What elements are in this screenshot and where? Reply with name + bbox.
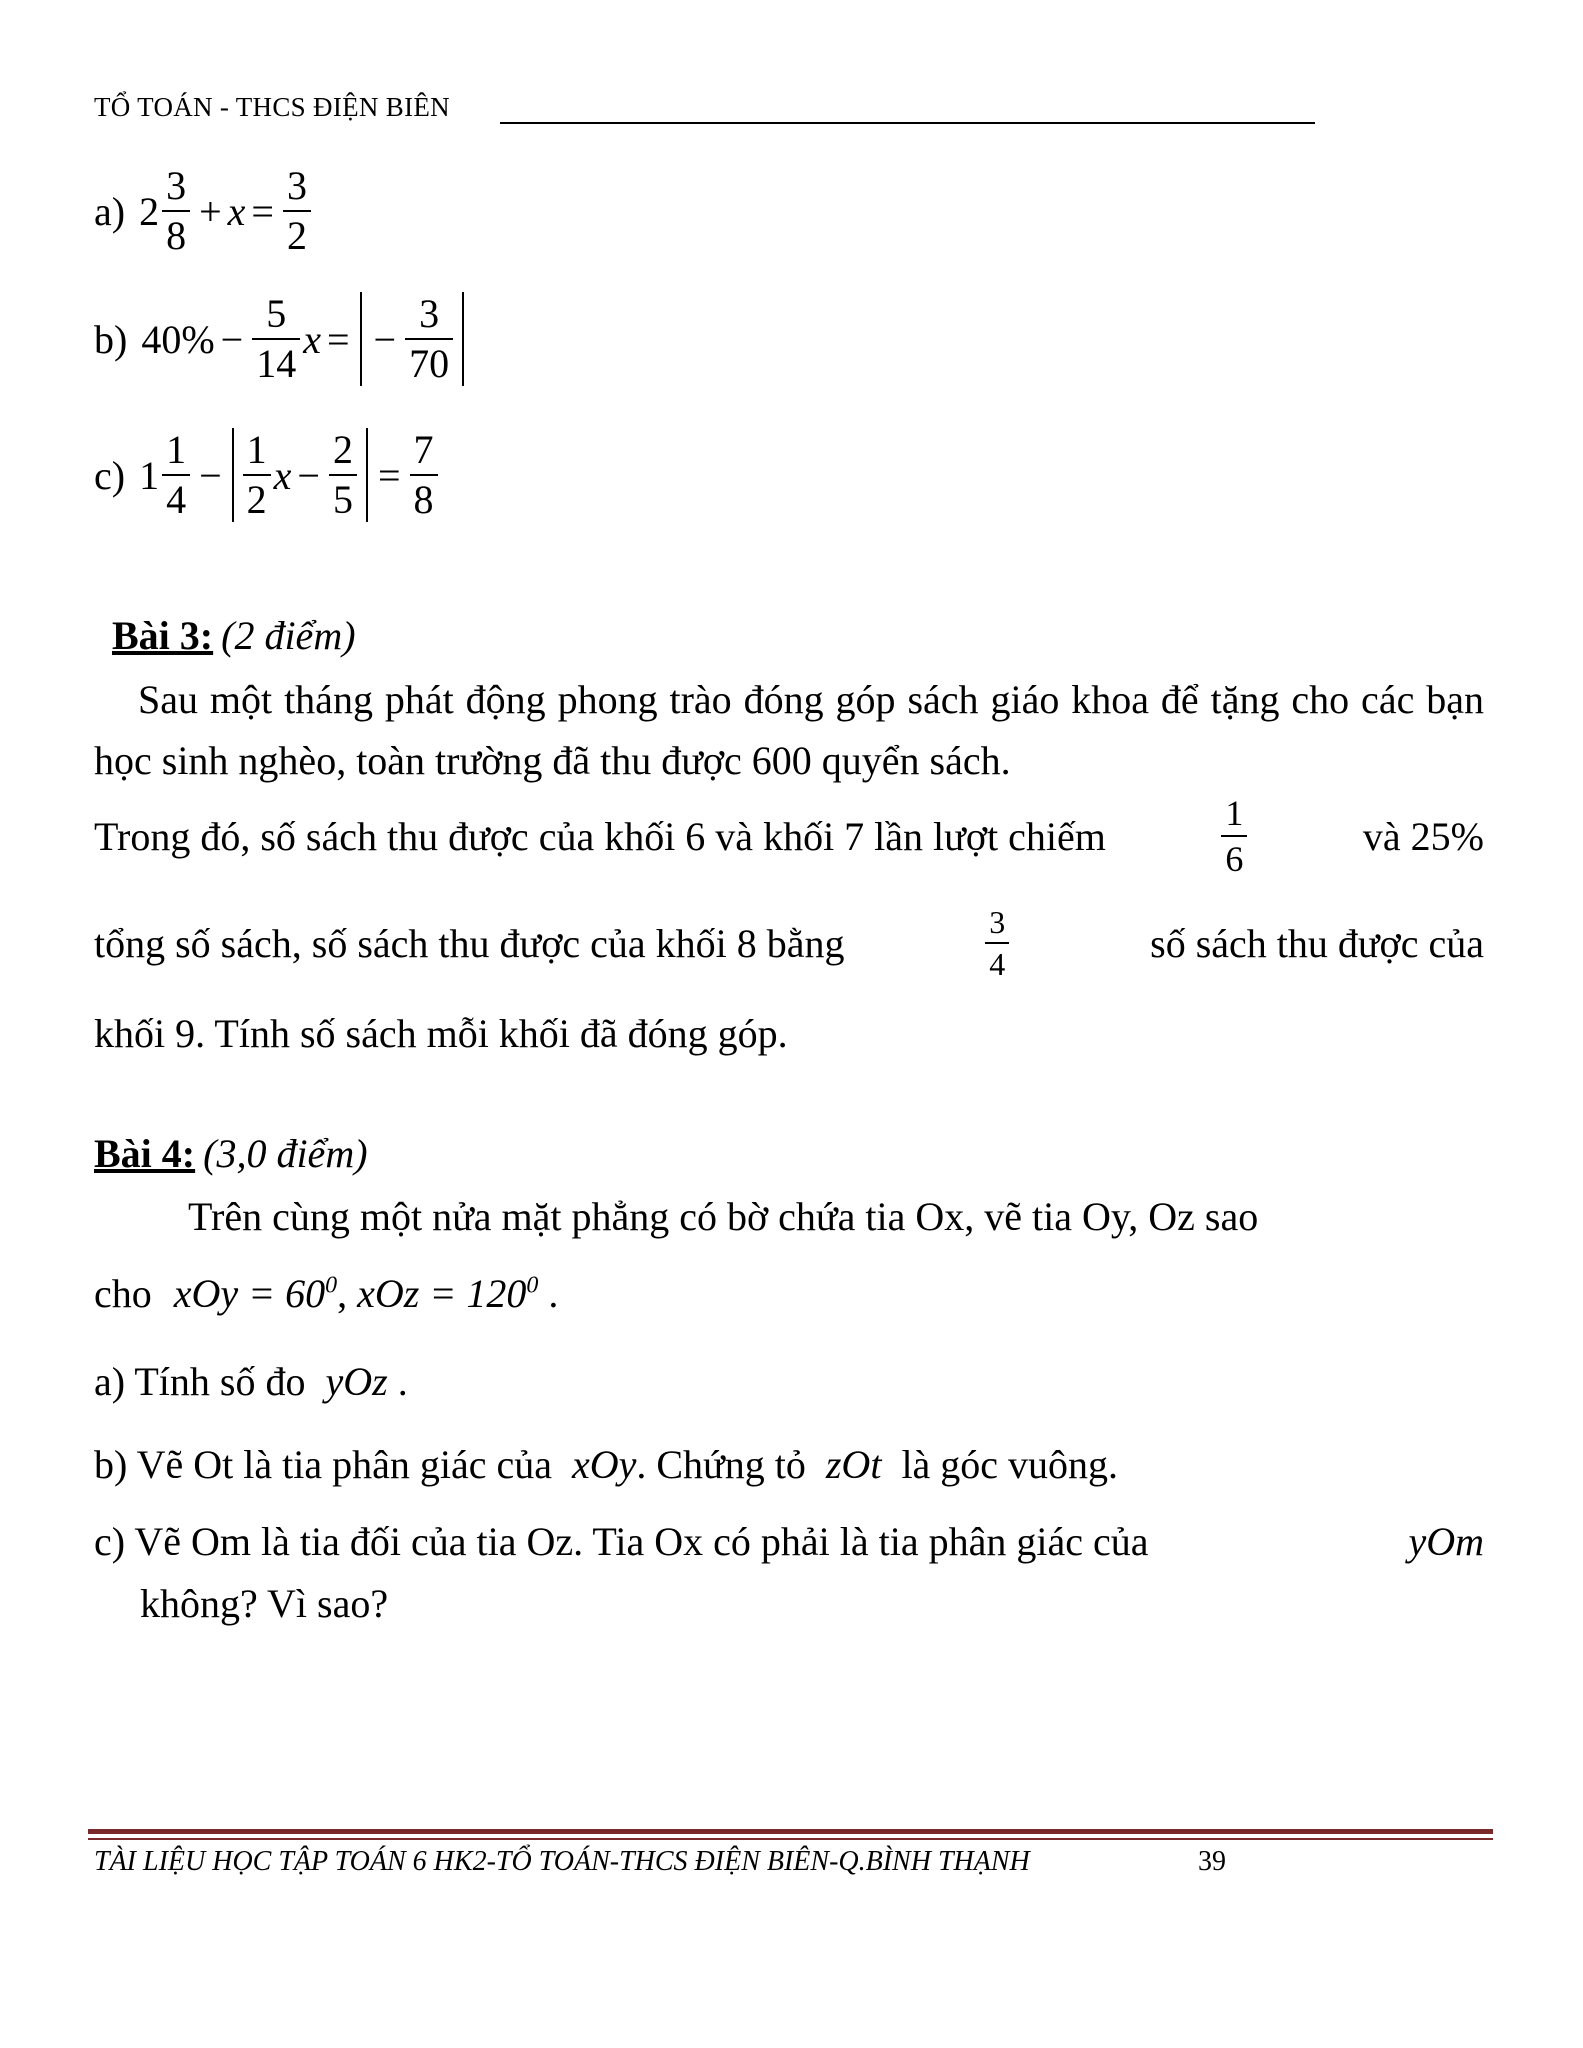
absolute-value: $\frac{1}{2}$ x − $\frac{2}{5}$ bbox=[232, 428, 368, 522]
bai3-line-3: tổng số sách, số sách thu được của khối 8 bằng $\frac{3}{4}$ số sách thu được của bbox=[94, 904, 1484, 982]
bai4-part-c: c) Vẽ Om là tia đối của tia Oz. Tia Ox có phải là tia phân giác của yOm bbox=[94, 1519, 1484, 1564]
fraction: $\frac{7}{8}$ bbox=[410, 430, 438, 520]
fraction: $\frac{5}{14}$ bbox=[252, 294, 300, 384]
header-rule bbox=[500, 122, 1315, 124]
bai4-part-a: a) Tính số đo yOz . bbox=[94, 1359, 408, 1404]
bai4-heading bbox=[94, 1130, 368, 1177]
math-xoy: xOy = $60^0$ bbox=[173, 1271, 338, 1316]
equation-a: a) 2 $\frac{3}{8}$ + x = $\frac{3}{2}$ bbox=[94, 166, 314, 256]
bai3-line-2: Trong đó, số sách thu được của khối 6 và khối 7 lần lượt chiếm $\frac{1}{6}$ và 25% bbox=[94, 793, 1484, 879]
bai4-part-c-cont: không? Vì sao? bbox=[140, 1581, 389, 1626]
bai3-title: Bài 3: bbox=[112, 613, 214, 658]
bai3-line-4: khối 9. Tính số sách mỗi khối đã đóng góp. bbox=[94, 1011, 788, 1056]
bai4-line-2: cho xOy = $60^0$, xOz = $120^0$ . bbox=[94, 1271, 559, 1316]
fraction: $\frac{3}{2}$ bbox=[283, 166, 311, 256]
fraction: $\frac{3}{70}$ bbox=[405, 294, 453, 384]
fraction: $\frac{3}{8}$ bbox=[162, 166, 190, 256]
page-header: TỔ TOÁN - THCS ĐIỆN BIÊN bbox=[94, 92, 450, 122]
page-number: 39 bbox=[1198, 1846, 1226, 1877]
bai4-title: Bài 4: bbox=[94, 1131, 196, 1176]
bai3-heading bbox=[112, 612, 356, 659]
bai4-line-1: Trên cùng một nửa mặt phẳng có bờ chứa tia Ox, vẽ tia Oy, Oz sao bbox=[188, 1194, 1259, 1239]
equation-a-label: a) bbox=[94, 188, 126, 234]
math-zot: zOt bbox=[825, 1442, 882, 1487]
fraction: $\frac{1}{4}$ bbox=[162, 430, 190, 520]
fraction: $\frac{3}{4}$ bbox=[985, 906, 1009, 980]
bai3-paragraph-1: Sau một tháng phát động phong trào đóng góp sách giáo khoa để tặng cho các bạn học sinh nghèo, toàn trường đã thu được 600 quyển sách. bbox=[94, 677, 1484, 783]
math-xoy-b: xOy bbox=[571, 1442, 637, 1487]
fraction: $\frac{2}{5}$ bbox=[329, 430, 357, 520]
fraction: $\frac{1}{6}$ bbox=[1221, 795, 1247, 877]
bai4-points: (3,0 điểm) bbox=[203, 1131, 368, 1176]
absolute-value: − $\frac{3}{70}$ bbox=[360, 292, 465, 386]
math-yoz: yOz bbox=[325, 1359, 388, 1404]
equation-b-label: b) bbox=[94, 316, 128, 362]
equation-a-whole: 2 bbox=[139, 188, 160, 234]
equation-b: b) 40% − $\frac{5}{14}$ x = − $\frac{3}{70}$ bbox=[94, 292, 468, 386]
math-yom: yOm bbox=[1408, 1519, 1484, 1564]
footer-rule bbox=[88, 1829, 1493, 1834]
footer-rule-thin bbox=[88, 1838, 1493, 1840]
fraction: $\frac{1}{2}$ bbox=[243, 430, 271, 520]
equation-c: c) 1 $\frac{1}{4}$ − $\frac{1}{2}$ x − $\frac{2}{5}$ = $\frac{7}{8}$ bbox=[94, 428, 441, 522]
math-xoz: xOz = $120^0$ bbox=[357, 1271, 539, 1316]
equation-c-label: c) bbox=[94, 452, 126, 498]
bai3-points: (2 điểm) bbox=[221, 613, 356, 658]
bai4-part-b: b) Vẽ Ot là tia phân giác của xOy. Chứng tỏ zOt là góc vuông. bbox=[94, 1442, 1119, 1487]
footer-text: TÀI LIỆU HỌC TẬP TOÁN 6 HK2-TỔ TOÁN-THCS ĐIỆN BIÊN-Q.BÌNH THẠNH bbox=[94, 1846, 1030, 1877]
